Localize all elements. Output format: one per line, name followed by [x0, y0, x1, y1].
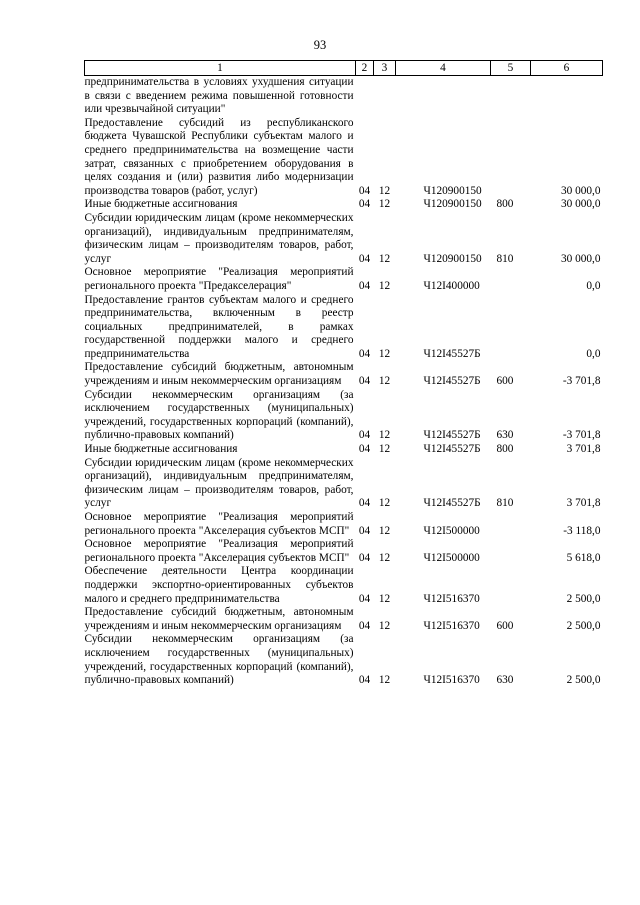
row-expense-type: 600 — [496, 619, 514, 632]
row-expense-type: 810 — [496, 497, 514, 510]
row-name: Предоставление субсидий бюджетным, автономным учреждениям и иным некоммерческим организациям — [84, 361, 354, 388]
row-name: Иные бюджетные ассигнования — [84, 198, 238, 211]
row-amount: 5 618,0 — [566, 551, 601, 564]
column-header-amount: 6 — [531, 61, 603, 76]
row-expense-type — [491, 76, 531, 117]
row-target-code: Ч120900150 — [423, 198, 482, 211]
row-section: 04 — [358, 279, 371, 292]
row-subsection — [374, 76, 396, 117]
row-section: 04 — [358, 497, 371, 510]
table-row — [85, 76, 603, 117]
row-subsection: 12 — [378, 524, 391, 537]
row-expense-type: 800 — [496, 198, 514, 211]
row-amount: 2 500,0 — [566, 619, 601, 632]
row-name: Субсидии некоммерческим организациям (за исключением государственных (муниципальных) учреждений, государственных корпораций (компаний), публично-правовых компаний) — [84, 388, 354, 442]
row-target-code — [396, 76, 491, 117]
row-name: Субсидии юридическим лицам (кроме некоммерческих организаций), индивидуальным предпринимателям, физическим лицам – производителям товаров, работ, услуг — [84, 456, 354, 510]
row-section: 04 — [358, 592, 371, 605]
row-subsection: 12 — [378, 497, 391, 510]
row-subsection: 12 — [378, 375, 391, 388]
row-expense-type — [491, 538, 531, 565]
row-subsection: 12 — [378, 674, 391, 687]
table-row — [85, 212, 603, 266]
row-target-code: Ч12I45527Б — [423, 443, 481, 456]
row-name: Предоставление субсидий бюджетным, автономным учреждениям и иным некоммерческим организациям — [84, 606, 354, 632]
row-expense-type: 630 — [496, 674, 514, 687]
table-row — [85, 198, 603, 212]
budget-table — [84, 60, 603, 688]
row-expense-type — [491, 565, 531, 606]
row-target-code: Ч12I500000 — [423, 524, 480, 537]
column-header-name: 1 — [85, 61, 356, 76]
table-row — [85, 538, 603, 565]
row-subsection: 12 — [378, 551, 391, 564]
row-target-code: Ч12I45527Б — [423, 497, 481, 510]
table-row — [85, 443, 603, 457]
row-name: Основное мероприятие "Реализация мероприятий регионального проекта "Предакселерация" — [84, 266, 354, 292]
row-amount — [531, 76, 603, 117]
table-row — [85, 457, 603, 511]
row-expense-type — [491, 294, 531, 362]
row-subsection: 12 — [378, 347, 391, 360]
row-subsection: 12 — [378, 429, 391, 442]
row-subsection: 12 — [378, 184, 391, 197]
table-row — [85, 565, 603, 606]
row-amount: 3 701,8 — [566, 443, 601, 456]
row-section: 04 — [358, 429, 371, 442]
row-subsection: 12 — [378, 619, 391, 632]
row-section: 04 — [358, 252, 371, 265]
row-section: 04 — [358, 198, 371, 211]
row-section: 04 — [358, 674, 371, 687]
table-row — [85, 606, 603, 633]
row-target-code: Ч12I516370 — [423, 592, 480, 605]
row-expense-type: 810 — [496, 252, 514, 265]
table-header — [85, 61, 603, 76]
table-row — [85, 389, 603, 443]
row-expense-type: 630 — [496, 429, 514, 442]
table-row — [85, 633, 603, 687]
row-expense-type — [491, 266, 531, 293]
row-subsection: 12 — [378, 592, 391, 605]
table-row — [85, 361, 603, 388]
table-row — [85, 266, 603, 293]
row-expense-type: 600 — [496, 375, 514, 388]
row-amount: 2 500,0 — [566, 674, 601, 687]
column-header-expense-type: 5 — [491, 61, 531, 76]
row-amount: -3 701,8 — [562, 375, 601, 388]
row-section: 04 — [358, 375, 371, 388]
row-section — [356, 76, 374, 117]
row-amount: -3 118,0 — [563, 524, 601, 537]
row-amount: 2 500,0 — [566, 592, 601, 605]
column-header-subsection: 3 — [374, 61, 396, 76]
row-name: Предоставление субсидий из республиканского бюджета Чувашской Республики субъектам малого и среднего предпринимательства на возмещение части затрат, связанных с приобретением оборудования в целях создания и (или) развития либо модернизации производства товаров (работ, услуг) — [84, 116, 354, 197]
row-target-code: Ч12I516370 — [423, 619, 480, 632]
table-row — [85, 117, 603, 199]
row-subsection: 12 — [378, 443, 391, 456]
row-target-code: Ч12I500000 — [423, 551, 480, 564]
row-target-code: Ч12I45527Б — [423, 347, 481, 360]
table-row — [85, 511, 603, 538]
row-subsection: 12 — [378, 198, 391, 211]
row-amount: -3 701,8 — [562, 429, 601, 442]
row-section: 04 — [358, 184, 371, 197]
row-amount: 30 000,0 — [560, 184, 601, 197]
row-amount: 3 701,8 — [566, 497, 601, 510]
table-body — [85, 76, 603, 688]
row-amount: 0,0 — [586, 347, 601, 360]
row-name: Основное мероприятие "Реализация мероприятий регионального проекта "Акселерация субъектов МСП" — [84, 511, 354, 537]
row-name: предпринимательства в условиях ухудшения ситуации в связи с введением режима повышенной готовности или чрезвычайной ситуации" — [84, 76, 354, 116]
row-name: Предоставление грантов субъектам малого и среднего предпринимательства, включенным в реестр социальных предпринимателей, в рамках государственной поддержки малого и среднего предпринимательства — [84, 293, 354, 360]
row-amount: 0,0 — [586, 279, 601, 292]
row-expense-type — [491, 117, 531, 199]
row-section: 04 — [358, 443, 371, 456]
row-name: Субсидии некоммерческим организациям (за исключением государственных (муниципальных) учреждений, государственных корпораций (компаний), публично-правовых компаний) — [84, 633, 354, 687]
row-expense-type — [491, 511, 531, 538]
column-header-section: 2 — [356, 61, 374, 76]
row-amount: 30 000,0 — [560, 198, 601, 211]
row-name: Субсидии юридическим лицам (кроме некоммерческих организаций), индивидуальным предпринимателям, физическим лицам – производителям товаров, работ, услуг — [84, 211, 354, 265]
row-target-code: Ч120900150 — [423, 184, 482, 197]
column-header-target-code: 4 — [396, 61, 491, 76]
table-row — [85, 294, 603, 362]
row-section: 04 — [358, 551, 371, 564]
row-name: Обеспечение деятельности Центра координации поддержки экспортно-ориентированных субъектов малого и среднего предпринимательства — [84, 565, 354, 605]
row-name: Основное мероприятие "Реализация мероприятий регионального проекта "Акселерация субъектов МСП" — [84, 538, 354, 564]
row-section: 04 — [358, 524, 371, 537]
row-target-code: Ч12I45527Б — [423, 429, 481, 442]
row-subsection: 12 — [378, 252, 391, 265]
row-name: Иные бюджетные ассигнования — [84, 443, 238, 456]
row-target-code: Ч120900150 — [423, 252, 482, 265]
page-number: 93 — [313, 38, 327, 52]
row-expense-type: 800 — [496, 443, 514, 456]
row-section: 04 — [358, 347, 371, 360]
row-subsection: 12 — [378, 279, 391, 292]
row-target-code: Ч12I45527Б — [423, 375, 481, 388]
row-target-code: Ч12I516370 — [423, 674, 480, 687]
row-amount: 30 000,0 — [560, 252, 601, 265]
row-section: 04 — [358, 619, 371, 632]
row-target-code: Ч12I400000 — [423, 279, 480, 292]
